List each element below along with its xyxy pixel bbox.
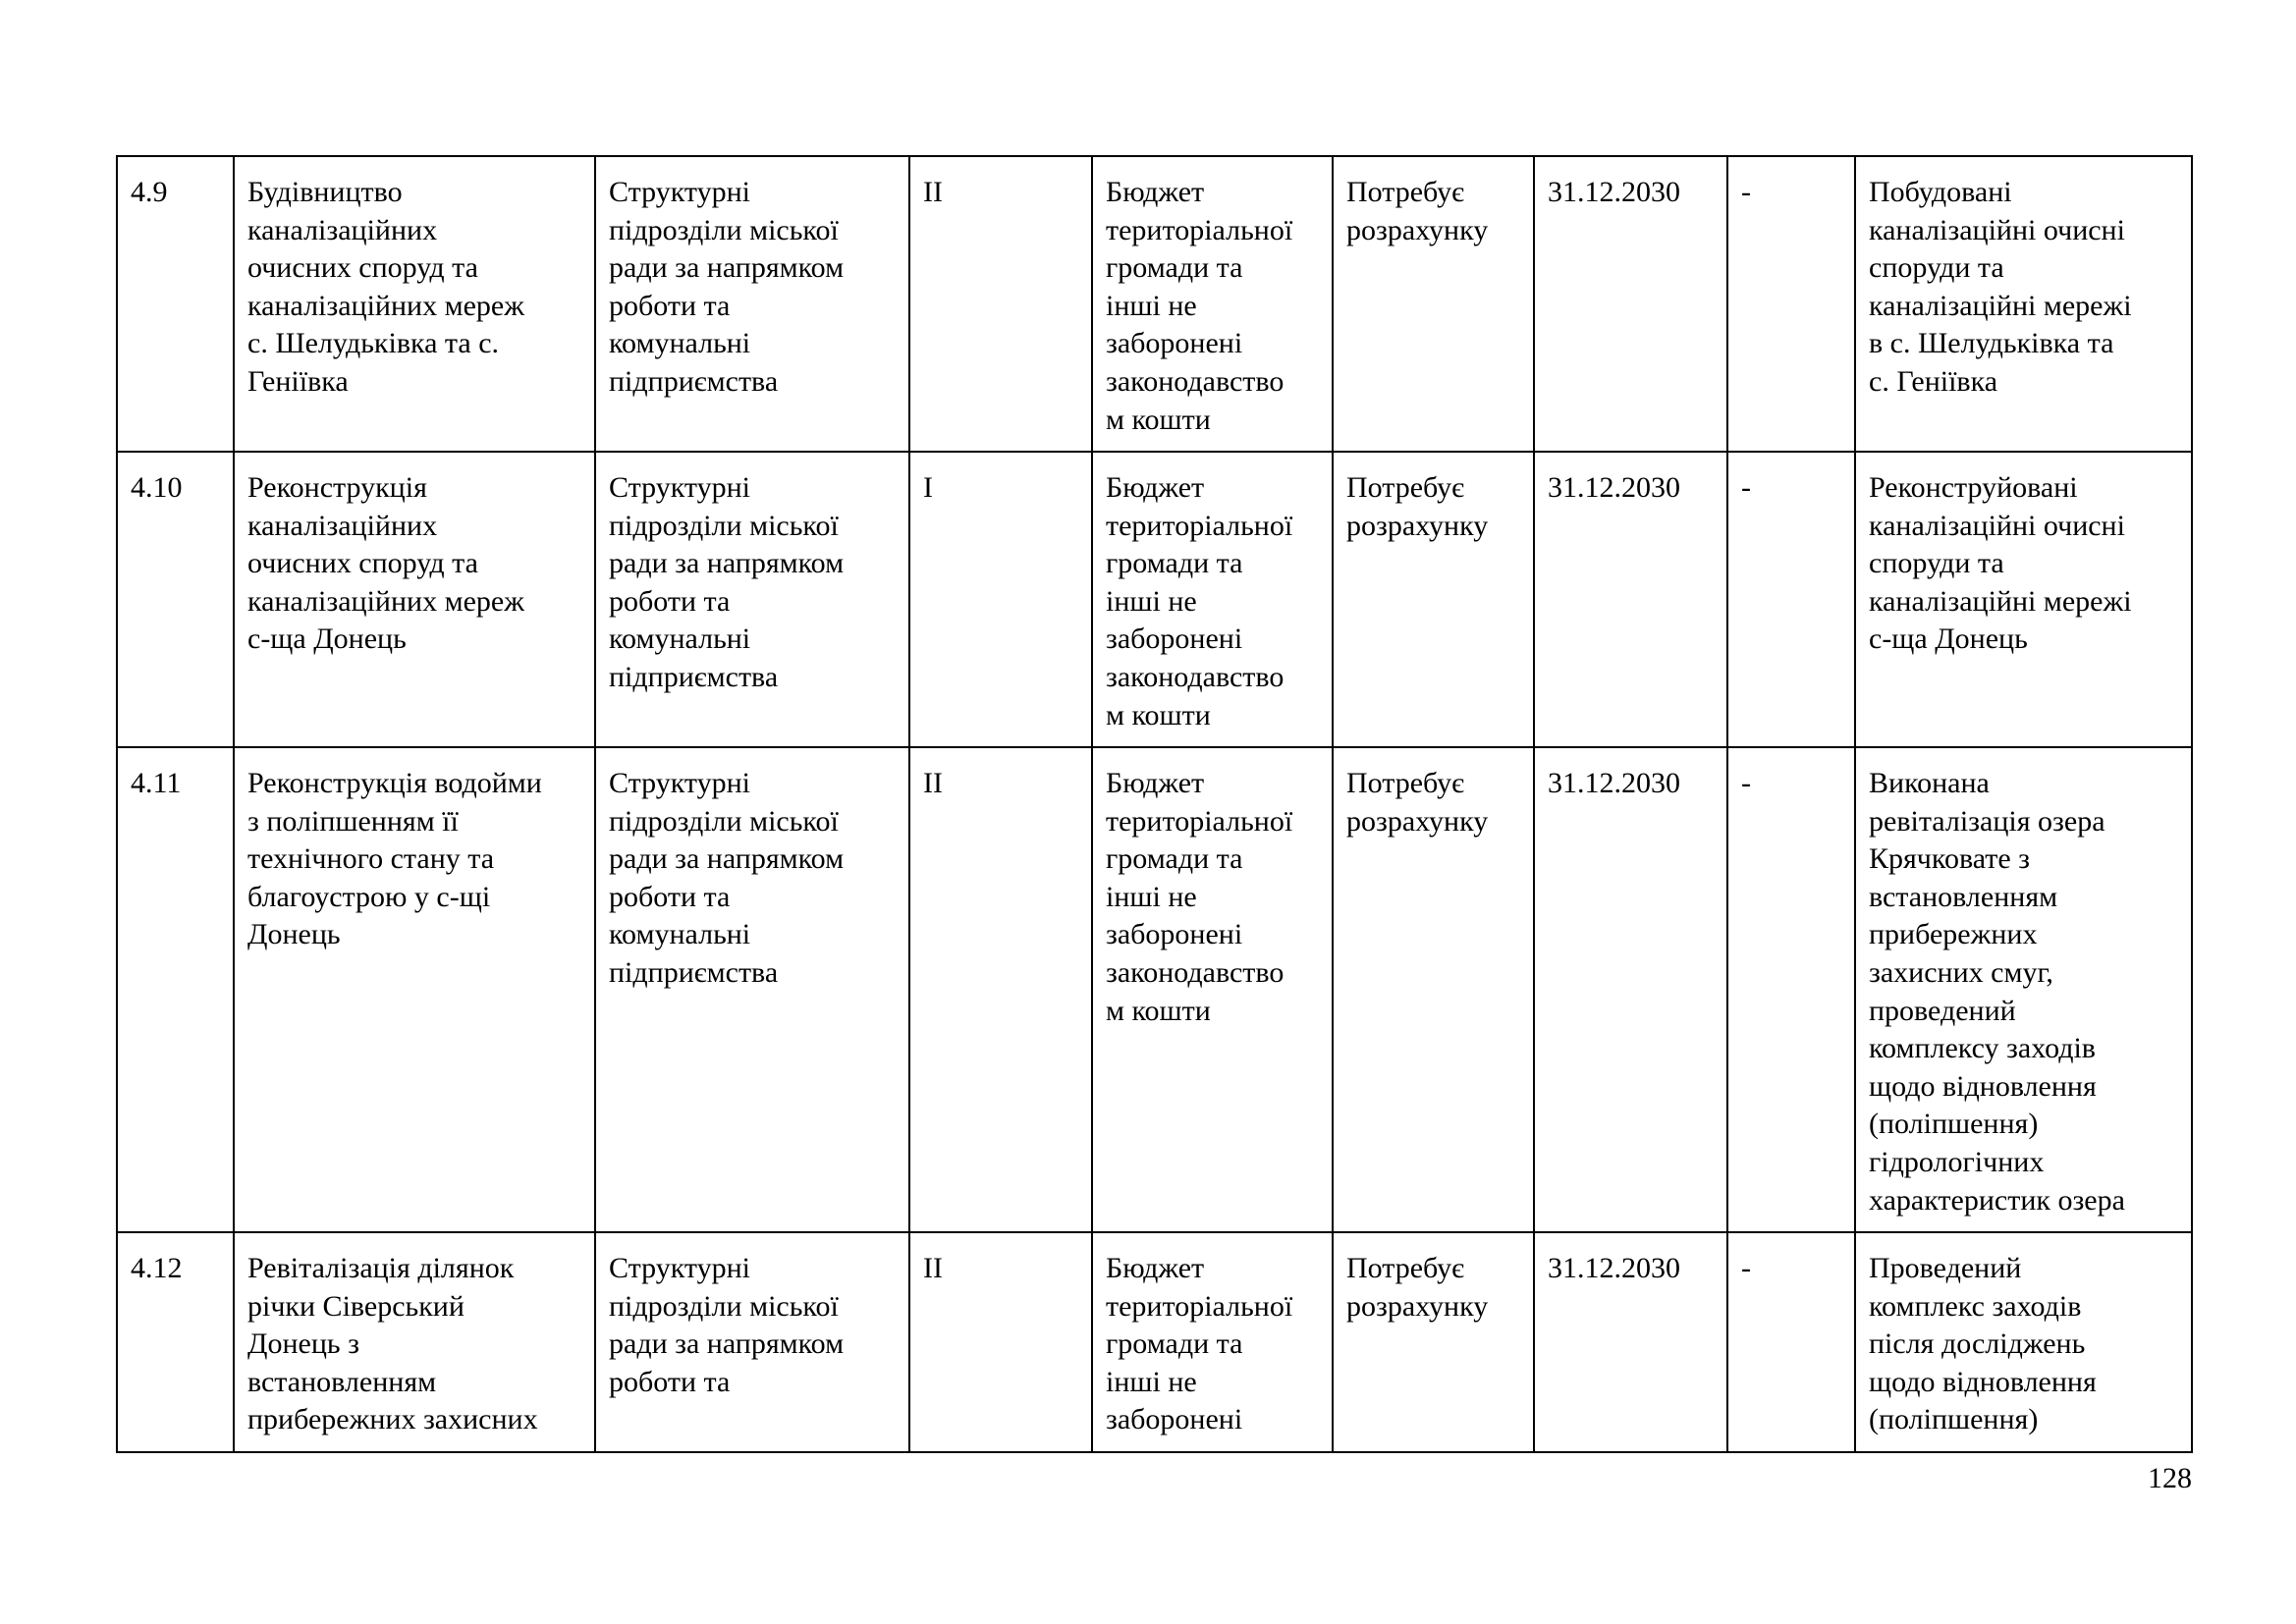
measure-number: 4.10	[117, 452, 234, 747]
measure-priority: II	[909, 156, 1092, 452]
measure-amount: Потребує розрахунку	[1333, 452, 1534, 747]
measure-executor: Структурні підрозділи міської ради за напрямком роботи та комунальні підприємства	[595, 452, 909, 747]
measure-task: Реконструкція водойми з поліпшенням її технічного стану та благоустрою у с-щі Донець	[234, 747, 595, 1232]
measure-executor: Структурні підрозділи міської ради за напрямком роботи та комунальні підприємства	[595, 747, 909, 1232]
measure-result: Проведений комплекс заходів після досліджень щодо відновлення (поліпшення)	[1855, 1232, 2192, 1452]
table-row	[117, 1232, 2192, 1452]
measure-funding-source: Бюджет територіальної громади та інші не заборонені законодавство м кошти	[1092, 452, 1333, 747]
measure-deadline: 31.12.2030	[1534, 156, 1727, 452]
measure-amount: Потребує розрахунку	[1333, 747, 1534, 1232]
measure-priority: I	[909, 452, 1092, 747]
measure-executor: Структурні підрозділи міської ради за напрямком роботи та комунальні підприємства	[595, 156, 909, 452]
measure-funding-source: Бюджет територіальної громади та інші не заборонені	[1092, 1232, 1333, 1452]
measure-dash: -	[1727, 747, 1855, 1232]
table-row	[117, 156, 2192, 452]
measure-dash: -	[1727, 156, 1855, 452]
measure-number: 4.11	[117, 747, 234, 1232]
measure-deadline: 31.12.2030	[1534, 1232, 1727, 1452]
measure-deadline: 31.12.2030	[1534, 452, 1727, 747]
measure-task: Ревіталізація ділянок річки Сіверський Донець з встановленням прибережних захисних	[234, 1232, 595, 1452]
measures-table	[116, 155, 2193, 1453]
measure-funding-source: Бюджет територіальної громади та інші не заборонені законодавство м кошти	[1092, 747, 1333, 1232]
measure-number: 4.9	[117, 156, 234, 452]
measure-executor: Структурні підрозділи міської ради за напрямком роботи та	[595, 1232, 909, 1452]
table-row	[117, 747, 2192, 1232]
measure-deadline: 31.12.2030	[1534, 747, 1727, 1232]
table-row	[117, 452, 2192, 747]
measure-funding-source: Бюджет територіальної громади та інші не заборонені законодавство м кошти	[1092, 156, 1333, 452]
measure-result: Реконструйовані каналізаційні очисні споруди та каналізаційні мережі с-ща Донець	[1855, 452, 2192, 747]
measure-dash: -	[1727, 452, 1855, 747]
measure-task: Реконструкція каналізаційних очисних споруд та каналізаційних мереж с-ща Донець	[234, 452, 595, 747]
measure-task: Будівництво каналізаційних очисних споруд та каналізаційних мереж с. Шелудьківка та с. Геніївка	[234, 156, 595, 452]
measure-priority: II	[909, 747, 1092, 1232]
measure-number: 4.12	[117, 1232, 234, 1452]
page-number: 128	[2148, 1462, 2192, 1494]
measure-amount: Потребує розрахунку	[1333, 156, 1534, 452]
measure-result: Виконана ревіталізація озера Крячковате з встановленням прибережних захисних смуг, проведений комплексу заходів щодо відновлення (поліпшення) гідрологічних характеристик озера	[1855, 747, 2192, 1232]
measure-result: Побудовані каналізаційні очисні споруди та каналізаційні мережі в с. Шелудьківка та с. Геніївка	[1855, 156, 2192, 452]
measure-dash: -	[1727, 1232, 1855, 1452]
measure-amount: Потребує розрахунку	[1333, 1232, 1534, 1452]
measure-priority: II	[909, 1232, 1092, 1452]
